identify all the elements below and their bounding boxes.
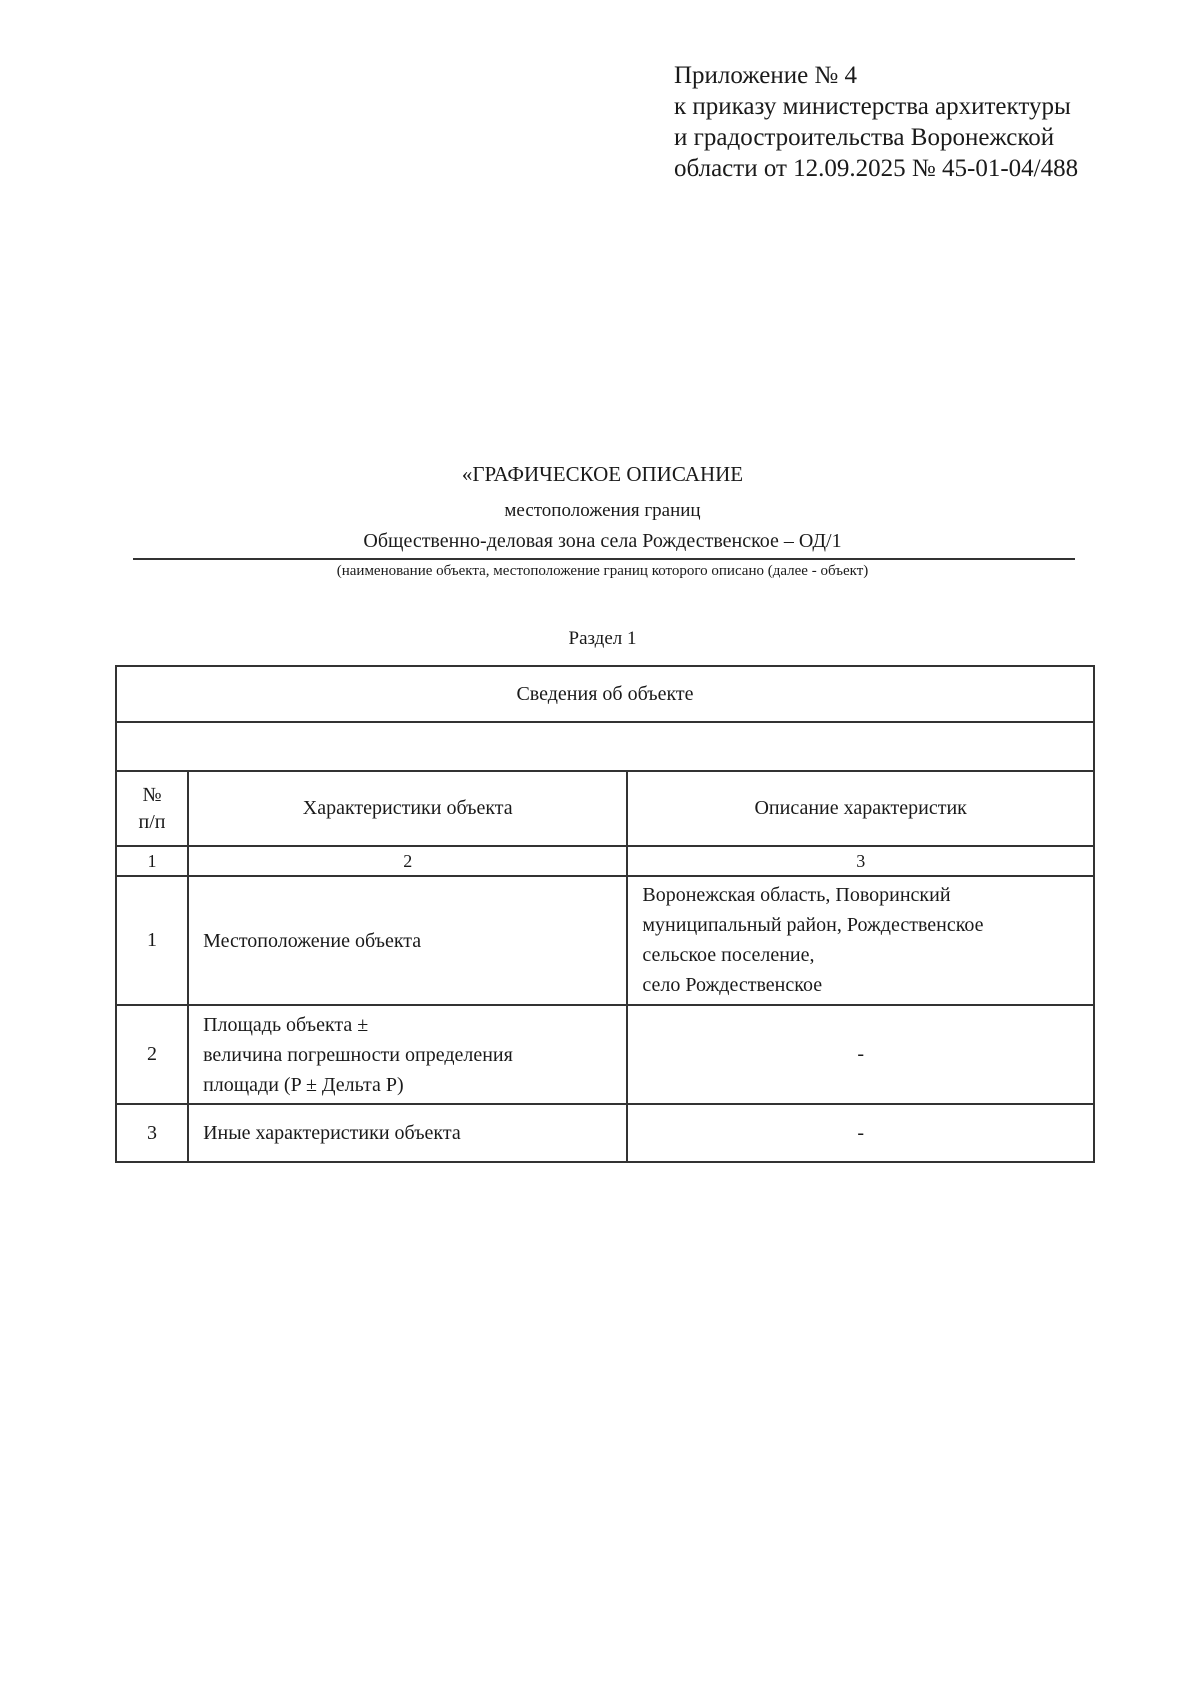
row-characteristic: Местоположение объекта — [188, 876, 627, 1005]
header-number-text: № п/п — [138, 783, 166, 833]
column-number-2: 2 — [188, 846, 627, 876]
table-row — [116, 876, 1094, 1005]
table-empty-row — [116, 722, 1094, 771]
appendix-line: к приказу министерства архитектуры — [674, 93, 1071, 120]
appendix-line: и градостроительства Воронежской — [674, 124, 1055, 151]
row-number: 1 — [116, 876, 188, 1005]
column-number-3: 3 — [627, 846, 1094, 876]
object-name-caption: (наименование объекта, местоположение границ которого описано (далее - объект) — [336, 563, 869, 579]
row-description: - — [627, 1104, 1094, 1162]
row-number: 2 — [116, 1005, 188, 1104]
table-caption: Сведения об объекте — [116, 666, 1094, 722]
appendix-header — [674, 60, 1174, 184]
header-characteristic: Характеристики объекта — [188, 771, 627, 846]
row-characteristic: Иные характеристики объекта — [188, 1104, 627, 1162]
appendix-line: Приложение № 4 — [674, 62, 858, 89]
document-title: «ГРАФИЧЕСКОЕ ОПИСАНИЕ — [461, 462, 744, 486]
object-name-underline — [133, 558, 1075, 560]
row-characteristic — [188, 1005, 627, 1104]
appendix-line: области от 12.09.2025 № 45-01-04/488 — [674, 155, 1079, 182]
row-number: 3 — [116, 1104, 188, 1162]
object-name: Общественно-деловая зона села Рождественское – ОД/1 — [363, 530, 842, 552]
row-description-text: Воронежская область, Поворинский муниципальный район, Рождественское сельское поселение, село Рождественское — [642, 884, 984, 996]
header-number — [116, 771, 188, 846]
table-row — [116, 1005, 1094, 1104]
column-number-1: 1 — [116, 846, 188, 876]
row-description: - — [627, 1005, 1094, 1104]
document-subtitle: местоположения границ — [504, 500, 701, 521]
section-label: Раздел 1 — [568, 628, 637, 649]
row-characteristic-text: Площадь объекта ± величина погрешности определения площади (P ± Дельта P) — [203, 1013, 513, 1096]
row-description — [627, 876, 1094, 1005]
object-info-table — [115, 665, 1095, 1163]
header-description: Описание характеристик — [627, 771, 1094, 846]
table-row — [116, 1104, 1094, 1162]
